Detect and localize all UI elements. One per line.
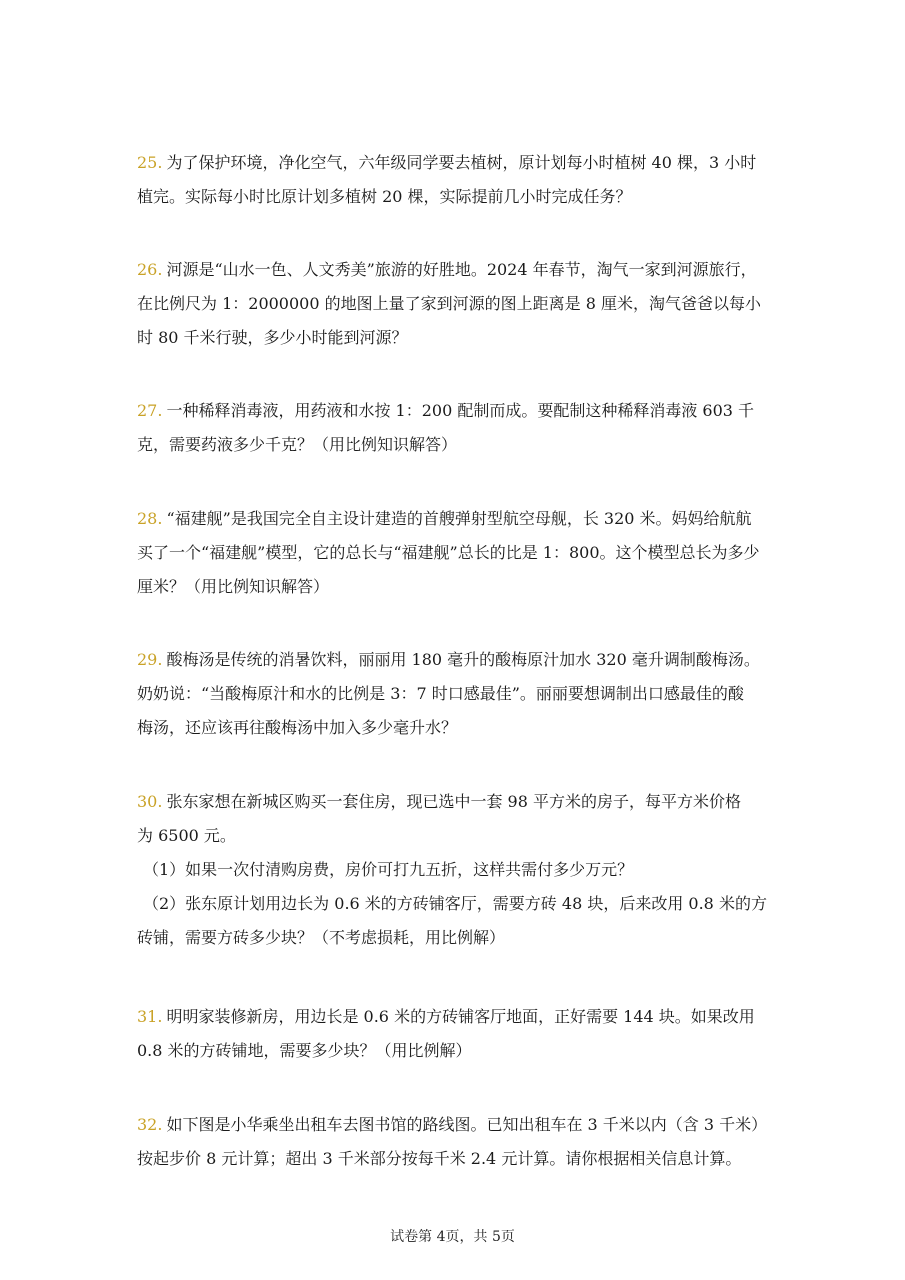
question-line — [137, 643, 777, 677]
question-text: 河源是“山水一色、人文秀美”旅游的好胜地。2024 年春节，淘气一家到河源旅行， — [166, 260, 757, 279]
question-number: 28. — [137, 509, 163, 528]
question-number: 30. — [137, 792, 163, 811]
question-30 — [137, 785, 777, 955]
question-29 — [137, 643, 777, 745]
question-text: 为 6500 元。 — [137, 826, 236, 845]
question-32 — [137, 1108, 777, 1176]
question-text: 一种稀释消毒液，用药液和水按 1：200 配制而成。要配制这种稀释消毒液 603 千 — [166, 401, 755, 420]
question-text: 按起步价 8 元计算；超出 3 千米部分按每千米 2.4 元计算。请你根据相关信息计算。 — [137, 1149, 742, 1168]
question-text: 克，需要药液多少千克？（用比例知识解答） — [137, 435, 458, 454]
question-number: 25. — [137, 153, 163, 172]
question-line — [137, 1000, 777, 1034]
sub-question-1: （1）如果一次付清购房费，房价可打九五折，这样共需付多少万元？ — [143, 860, 634, 879]
question-text: 时 80 千米行驶，多少小时能到河源？ — [137, 328, 408, 347]
question-27 — [137, 394, 777, 462]
question-text: 张东家想在新城区购买一套住房，现已选中一套 98 平方米的房子，每平方米价格 — [166, 792, 741, 811]
question-text: 如下图是小华乘坐出租车去图书馆的路线图。已知出租车在 3 千米以内（含 3 千米） — [166, 1115, 768, 1134]
question-text: 酸梅汤是传统的消暑饮料，丽丽用 180 毫升的酸梅原汁加水 320 毫升调制酸梅汤。 — [166, 650, 760, 669]
question-number: 26. — [137, 260, 163, 279]
question-26 — [137, 253, 777, 355]
question-text: 奶奶说：“当酸梅原汁和水的比例是 3：7 时口感最佳”。丽丽要想调制出口感最佳的酸 — [137, 684, 744, 703]
sub-question-2: （2）张东原计划用边长为 0.6 米的方砖铺客厅，需要方砖 48 块，后来改用 0.8 米的方 — [143, 894, 767, 913]
question-text: 0.8 米的方砖铺地，需要多少块？（用比例解） — [137, 1041, 472, 1060]
question-line — [137, 253, 777, 287]
question-number: 29. — [137, 650, 163, 669]
question-28 — [137, 502, 777, 604]
question-line — [137, 146, 777, 180]
question-text: 在比例尺为 1：2000000 的地图上量了家到河源的图上距离是 8 厘米，淘气爸爸以每小 — [137, 294, 761, 313]
question-line — [137, 1108, 777, 1142]
question-text: 厘米？（用比例知识解答） — [137, 577, 330, 596]
question-line — [137, 785, 777, 819]
question-text: 明明家装修新房，用边长是 0.6 米的方砖铺客厅地面，正好需要 144 块。如果改用 — [166, 1007, 755, 1026]
question-text: “福建舰”是我国完全自主设计建造的首艘弹射型航空母舰，长 320 米。妈妈给航航 — [166, 509, 752, 528]
question-text: 植完。实际每小时比原计划多植树 20 棵，实际提前几小时完成任务？ — [137, 187, 632, 206]
question-text: 砖铺，需要方砖多少块？（不考虑损耗，用比例解） — [137, 928, 506, 947]
question-text: 梅汤，还应该再往酸梅汤中加入多少毫升水？ — [137, 718, 458, 737]
question-text: 买了一个“福建舰”模型，它的总长与“福建舰”总长的比是 1：800。这个模型总长为多少 — [137, 543, 760, 562]
question-text: 为了保护环境，净化空气，六年级同学要去植树，原计划每小时植树 40 棵，3 小时 — [166, 153, 757, 172]
question-number: 27. — [137, 401, 163, 420]
question-number: 32. — [137, 1115, 163, 1134]
question-31 — [137, 1000, 777, 1068]
page-footer: 试卷第 4页，共 5页 — [390, 1229, 515, 1245]
question-25 — [137, 146, 777, 214]
question-line — [137, 394, 777, 428]
question-number: 31. — [137, 1007, 163, 1026]
question-line — [137, 502, 777, 536]
